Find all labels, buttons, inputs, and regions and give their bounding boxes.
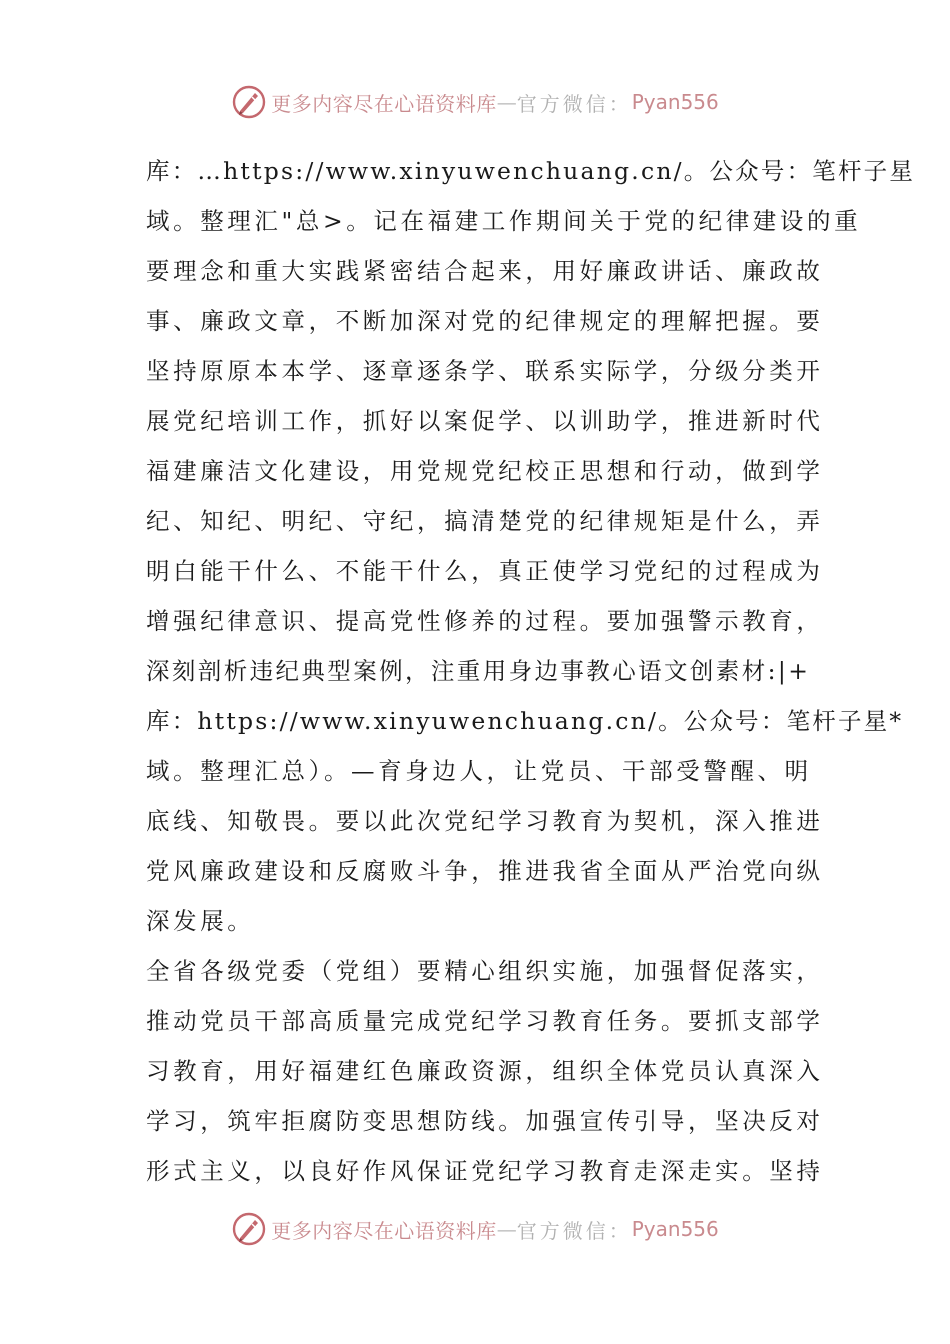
banner-separator: —	[496, 90, 517, 114]
text-line: 库：…https://www.xinyuwenchuang.cn/。公众号：笔杆子星	[146, 157, 916, 185]
text-line: 坚持原原本本学、逐章逐条学、联系实际学，分级分类开	[146, 357, 824, 385]
banner-wechat-id: Pyan556	[631, 1217, 719, 1241]
text-line: 域。整理汇总）。—育身边人，让党员、干部受警醒、明	[146, 757, 812, 785]
quill-pen-logo-icon	[231, 84, 267, 120]
document-body	[146, 146, 916, 1196]
text-line: 习教育，用好福建红色廉政资源，组织全体党员认真深入	[146, 1057, 824, 1085]
text-line: 要理念和重大实践紧密结合起来，用好廉政讲话、廉政故	[146, 257, 824, 285]
text-line: 推动党员干部高质量完成党纪学习教育任务。要抓支部学	[146, 1007, 824, 1035]
text-line: 学习，筑牢拒腐防变思想防线。加强宣传引导，坚决反对	[146, 1107, 824, 1135]
text-line: 增强纪律意识、提高党性修养的过程。要加强警示教育，	[146, 607, 824, 635]
banner-official-label: 官方微信：	[516, 1218, 632, 1243]
text-line: 明白能干什么、不能干什么，真正使学习党纪的过程成为	[146, 557, 824, 585]
text-line: 展党纪培训工作，抓好以案促学、以训助学，推进新时代	[146, 407, 824, 435]
text-line: 事、廉政文章，不断加深对党的纪律规定的理解把握。要	[146, 307, 824, 335]
banner-site-text: 更多内容尽在心语资料库	[271, 1218, 497, 1243]
header-banner	[0, 82, 950, 122]
text-line: 深发展。	[146, 907, 255, 935]
text-line: 域。整理汇"总>。记在福建工作期间关于党的纪律建设的重	[146, 207, 862, 235]
text-line: 纪、知纪、明纪、守纪，搞清楚党的纪律规矩是什么，弄	[146, 507, 824, 535]
text-line: 形式主义，以良好作风保证党纪学习教育走深走实。坚持	[146, 1157, 824, 1185]
banner-wechat-id: Pyan556	[631, 90, 719, 114]
text-line: 全省各级党委（党组）要精心组织实施，加强督促落实，	[146, 957, 824, 985]
footer-banner	[0, 1209, 950, 1249]
quill-pen-logo-icon	[231, 1211, 267, 1247]
banner-official-label: 官方微信：	[516, 91, 632, 116]
text-line: 库：https://www.xinyuwenchuang.cn/。公众号：笔杆子星*	[146, 707, 904, 735]
text-line: 福建廉洁文化建设，用党规党纪校正思想和行动，做到学	[146, 457, 824, 485]
banner-site-text: 更多内容尽在心语资料库	[271, 91, 497, 116]
text-line: 底线、知敬畏。要以此次党纪学习教育为契机，深入推进	[146, 807, 824, 835]
text-line: 深刻剖析违纪典型案例，注重用身边事教心语文创素材:|+	[146, 657, 811, 685]
banner-separator: —	[496, 1217, 517, 1241]
text-line: 党风廉政建设和反腐败斗争，推进我省全面从严治党向纵	[146, 857, 824, 885]
